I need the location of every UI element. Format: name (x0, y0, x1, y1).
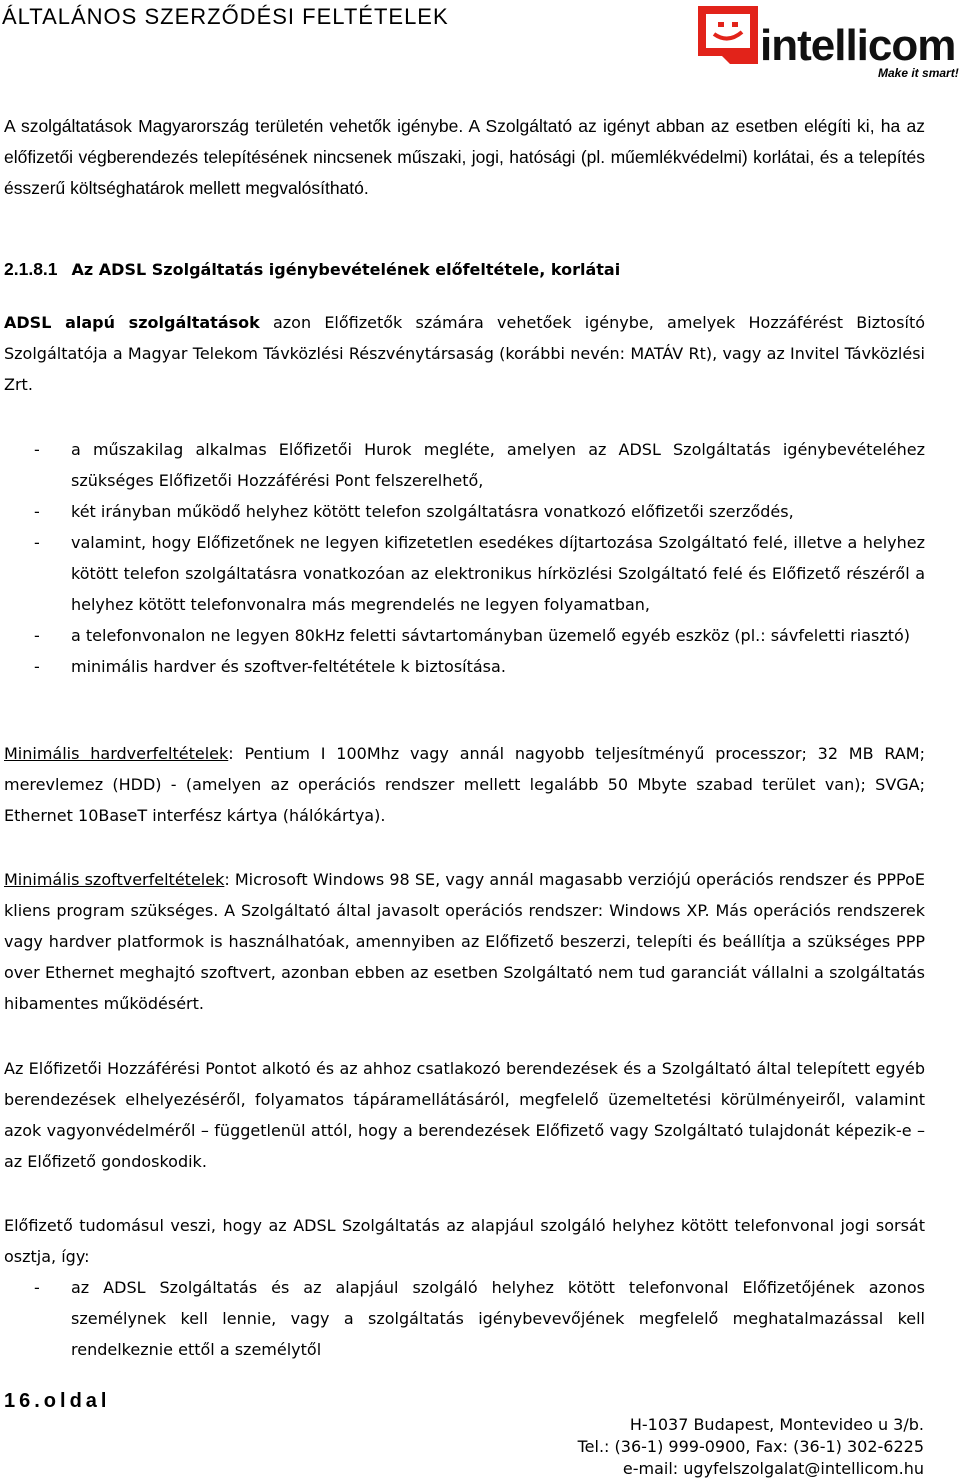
legal-list (4, 1272, 925, 1365)
logo-wordmark: intellicom (760, 21, 956, 70)
document-title: ÁLTALÁNOS SZERZŐDÉSI FELTÉTELEK (2, 4, 449, 29)
hardware-text: : Pentium I 100Mhz vagy annál nagyobb teljesítményű processzor; 32 MB RAM; merevlemez (HDD) - (amelyen az operációs rendszer mellett legalább 50 Mbyte szabad terület van); SVGA; Ethernet 10BaseT interfész kártya (hálókártya). (4, 744, 925, 825)
legal-paragraph: Előfizető tudomásul veszi, hogy az ADSL Szolgáltatás az alapjául szolgáló helyhez kötött telefonvonal jogi sorsát osztja, így: (4, 1216, 925, 1266)
prerequisite-list (4, 434, 925, 682)
list-item: - két irányban működő helyhez kötött telefon szolgáltatásra vonatkozó előfizetői szerződés, (34, 502, 794, 521)
logo-slogan: Make it smart! (878, 66, 959, 80)
software-requirements (4, 864, 925, 1019)
footer-phone: Tel.: (36-1) 999-0900, Fax: (36-1) 302-6225 (577, 1437, 924, 1456)
footer-address: H-1037 Budapest, Montevideo u 3/b. (629, 1415, 924, 1434)
adsl-text: azon Előfizetők számára vehetőek igénybe, amelyek Hozzáférést Biztosító Szolgáltatója a Magyar Telekom Távközlési Részvénytársaság (korábbi nevén: MATÁV Rt), vagy az Invitel Távközlési Zrt. (4, 313, 926, 394)
list-item: - a műszakilag alkalmas Előfizetői Hurok megléte, amelyen az ADSL Szolgáltatás igénybevételéhez szükséges Előfizetői Hozzáférési Pont felszerelhető, (34, 440, 925, 490)
logo-smiley-icon (694, 2, 762, 68)
footer-contact (578, 1414, 924, 1480)
list-item: - az ADSL Szolgáltatás és az alapjául szolgáló helyhez kötött telefonvonal Előfizetőjének azonos személynek kell lennie, vagy a szolgáltatás igénybevevőjének megfelelő meghatalmazással kell rendelkeznie ettől a személytől (34, 1278, 925, 1359)
equipment-paragraph: Az Előfizetői Hozzáférési Pontot alkotó és az ahhoz csatlakozó berendezések és a Szolgáltató által telepített egyéb berendezések elhelyezéséről, folyamatos tápáramellátásáról, megfelelő üzemeltetési körülményeiről, valamint azok vagyonvédelméről – függetlenül attól, hogy a berendezések Előfizető vagy Szolgáltató tulajdonát képezik-e – az Előfizető gondoskodik. (4, 1059, 925, 1171)
section-heading (4, 254, 620, 285)
intro-paragraph: A szolgáltatások Magyarország területén vehetők igénybe. A Szolgáltató az igényt abban az esetben elégíti ki, ha az előfizetői végberendezés telepítésének nincsenek műszaki, jogi, hatósági (pl. műemlékvédelmi) korlátai, és a telepítés ésszerű költséghatárok mellett megvalósítható. (4, 116, 925, 198)
hardware-label: Minimális hardverfeltételek (4, 744, 229, 763)
software-label: Minimális szoftverfeltételek (4, 870, 225, 889)
section-title: Az ADSL Szolgáltatás igénybevételének előfeltétele, korlátai (71, 260, 621, 279)
page-number: 16.oldal (4, 1390, 111, 1412)
adsl-paragraph (4, 307, 925, 400)
list-item: - a telefonvonalon ne legyen 80kHz feletti sávtartományban üzemelő egyéb eszköz (pl.: sávfeletti riasztó) (34, 626, 911, 645)
list-item: - valamint, hogy Előfizetőnek ne legyen kifizetetlen esedékes díjtartozása Szolgáltató felé, illetve a helyhez kötött telefon szolgáltatásra vonatkozóan az elektronikus hírközlési Szolgáltató felé és Előfizető részéről a helyhez kötött telefonvonalra más megrendelés ne legyen folyamatban, (34, 533, 925, 614)
software-text: : Microsoft Windows 98 SE, vagy annál magasabb verziójú operációs rendszer és PPPoE kliens program szükséges. A Szolgáltató által javasolt operációs rendszer: Windows XP. Más operációs rendszerek vagy hardver platformok is használhatóak, amennyiben az Előfizető beszerzi, telepíti és beállítja a szükséges PPP over Ethernet meghajtó szoftvert, azonban ebben az esetben Szolgáltató nem tud garanciát vállalni a szolgáltatás hibamentes működésért. (4, 870, 925, 1013)
list-item: - minimális hardver és szoftver-feltététele k biztosítása. (34, 657, 506, 676)
hardware-requirements (4, 738, 925, 831)
intellicom-logo (694, 2, 958, 82)
section-number: 2.1.8.1 (4, 259, 58, 279)
footer-email: e-mail: ugyfelszolgalat@intellicom.hu (622, 1459, 924, 1478)
adsl-lead: ADSL alapú szolgáltatások (4, 313, 260, 332)
